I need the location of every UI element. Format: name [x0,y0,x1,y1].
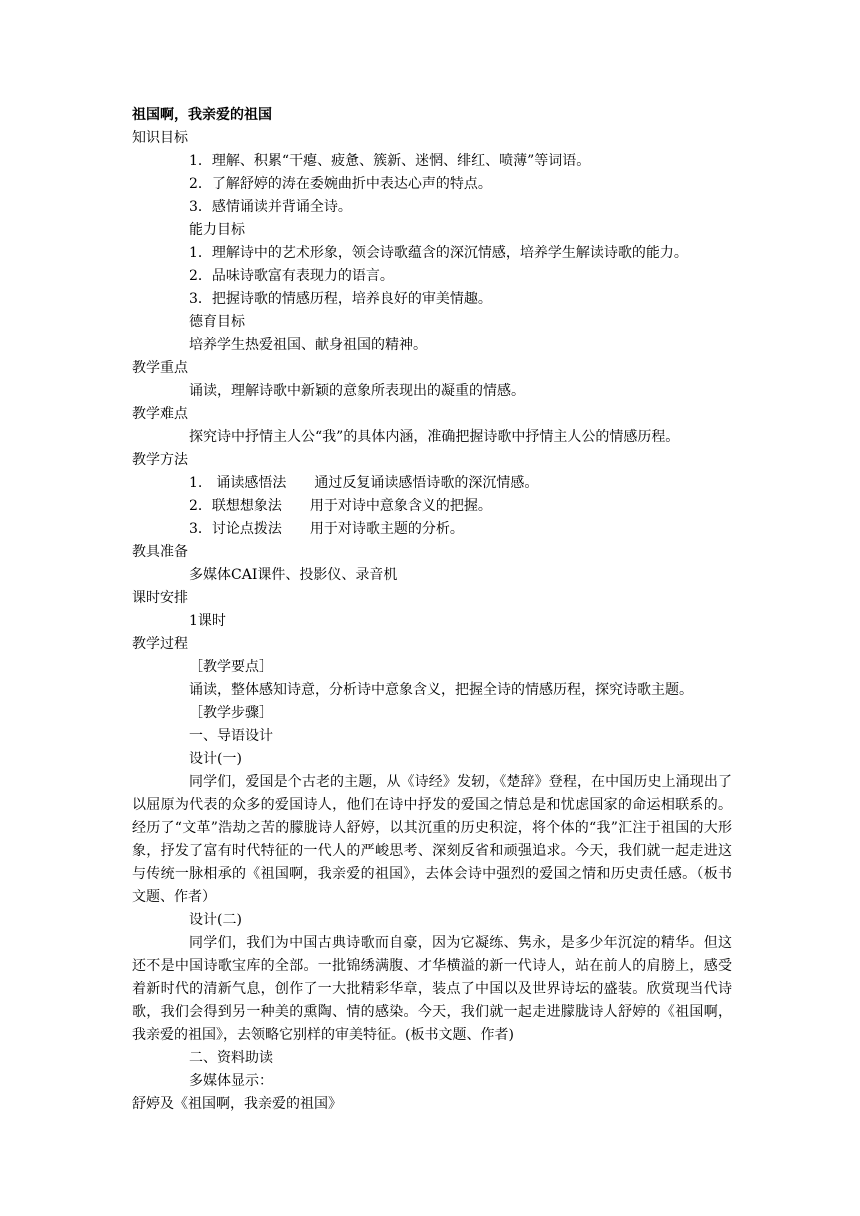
document-title: 祖国啊，我亲爱的祖国 [132,107,272,123]
design1-label: 设计(一) [189,751,242,767]
difficulty-text: 探究诗中抒情主人公“我”的具体内涵，准确把握诗歌中抒情主人公的情感历程。 [189,429,680,445]
multimedia-label: 多媒体显示： [189,1073,273,1089]
method-item: 1. 诵读感悟法 通过反复诵读感悟诗歌的深沉情感。 [189,475,539,491]
key-points-text: 诵读，整体感知诗意，分析诗中意象含义，把握全诗的情感历程，探究诗歌主题。 [189,682,693,698]
schedule-text: 1课时 [189,613,226,629]
design2-paragraph: 同学们，我们为中国古典诗歌而自豪，因为它凝练、隽永，是多少年沉淀的精华。但这还不是中国诗歌宝库的全部。一批锦绣满腹、才华横溢的新一代诗人，站在前人的肩膀上，感受着新时代的清新气息，创作了一大批精彩华章，装点了中国以及世界诗坛的盛装。欣赏现当代诗歌，我们会得到另一种美的熏陶、情的感染。今天，我们就一起走进朦胧诗人舒婷的《祖国啊，我亲爱的祖国》，去领略它别样的审美特征。(板书文题、作者) [132,935,732,1043]
methods-heading: 教学方法 [132,452,188,468]
ability-goal-item: 3．把握诗歌的情感历程，培养良好的审美情趣。 [189,291,492,307]
knowledge-goal-item: 2．了解舒婷的涛在委婉曲折中表达心声的特点。 [189,176,492,192]
step1-heading: 一、导语设计 [189,728,273,744]
moral-goal-heading: 德育目标 [189,314,245,330]
knowledge-goal-item: 1．理解、积累“干瘪、疲惫、簇新、迷惘、绯红、喷薄”等词语。 [189,153,591,169]
design2-label: 设计(二) [189,912,242,928]
key-point-text: 诵读，理解诗歌中新颖的意象所表现出的凝重的情感。 [189,383,525,399]
moral-goal-text: 培养学生热爱祖国、献身祖国的精神。 [189,337,427,353]
knowledge-goal-item: 3．感情诵读并背诵全诗。 [189,199,352,215]
method-item: 3．讨论点拨法 用于对诗歌主题的分析。 [189,521,464,537]
key-points-label: ［教学要点］ [189,659,273,675]
ability-goal-item: 2．品味诗歌富有表现力的语言。 [189,268,394,284]
ability-goal-item: 1．理解诗中的艺术形象，领会诗歌蕴含的深沉情感，培养学生解读诗歌的能力。 [189,245,688,261]
method-item: 2．联想想象法 用于对诗中意象含义的把握。 [189,498,492,514]
tools-heading: 教具准备 [132,544,188,560]
step2-heading: 二、资料助读 [189,1050,273,1066]
difficulty-heading: 教学难点 [132,406,188,422]
document-body [132,104,732,1116]
design1-paragraph: 同学们，爱国是个古老的主题，从《诗经》发轫，《楚辞》登程，在中国历史上涌现出了以屈原为代表的众多的爱国诗人，他们在诗中抒发的爱国之情总是和忧虑国家的命运相联系的。经历了“文革”浩劫之苦的朦胧诗人舒婷，以其沉重的历史积淀，将个体的“我”汇注于祖国的大形象，抒发了富有时代特征的一代人的严峻思考、深刻反省和顽强追求。今天，我们就一起走进这与传统一脉相承的《祖国啊，我亲爱的祖国》，去体会诗中强烈的爱国之情和历史责任感。（板书文题、作者） [132,774,732,905]
closing-line: 舒婷及《祖国啊，我亲爱的祖国》 [132,1096,342,1112]
steps-label: ［教学步骤］ [189,705,273,721]
key-point-heading: 教学重点 [132,360,188,376]
knowledge-goal-heading: 知识目标 [132,130,188,146]
process-heading: 教学过程 [132,636,188,652]
ability-goal-heading: 能力目标 [189,222,245,238]
tools-text: 多媒体CAI课件、投影仪、录音机 [189,567,398,583]
schedule-heading: 课时安排 [132,590,188,606]
